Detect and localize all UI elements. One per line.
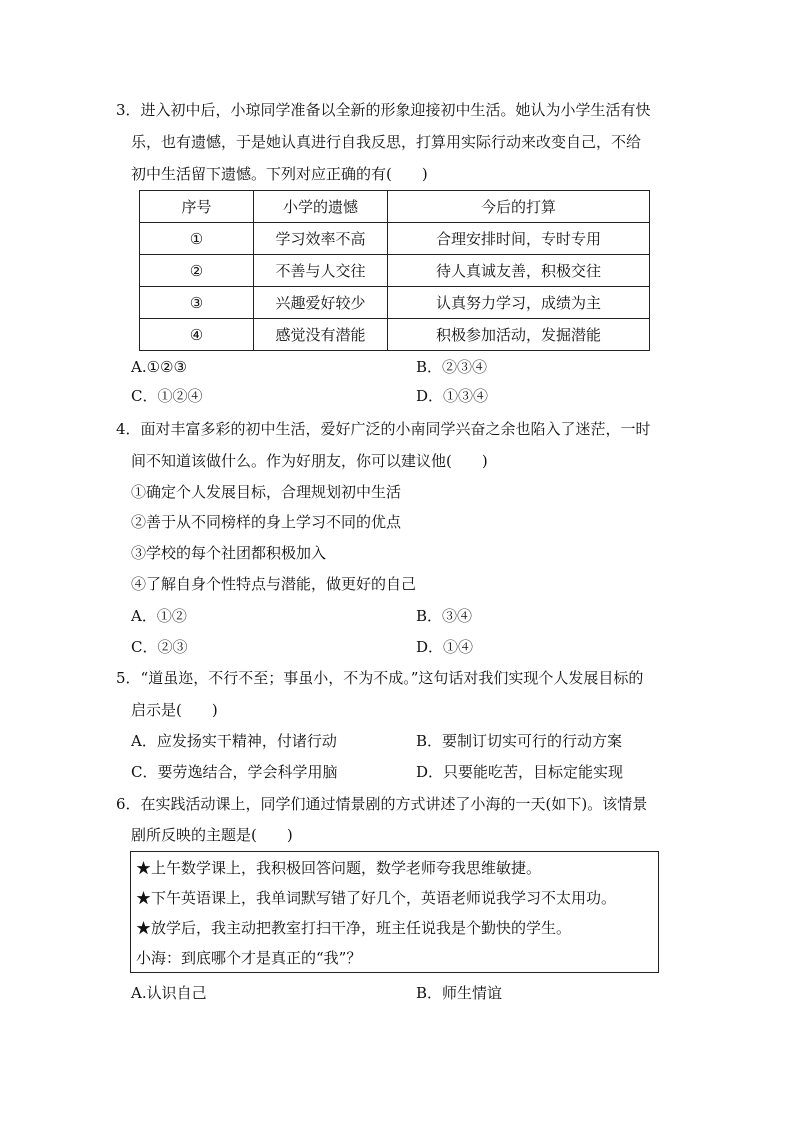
table-header-row [140,191,650,223]
q5-option-a: A．应发扬实干精神，付诸行动 [131,732,337,750]
table-header-cell: 小学的遗憾 [254,191,388,223]
table-cell: ④ [140,319,254,351]
table-cell: 认真努力学习，成绩为主 [388,287,650,319]
table-header-cell: 序号 [140,191,254,223]
q6-stem-line1: 6．在实践活动课上，同学们通过情景剧的方式讲述了小海的一天(如下)。该情景 [116,795,648,813]
q6-scenario-line-1: ★上午数学课上，我积极回答问题，数学老师夸我思维敏捷。 [136,859,542,877]
q3-stem-line3: 初中生活留下遗憾。下列对应正确的有( ) [131,165,428,183]
table-cell: ① [140,223,254,255]
q3-stem-line1: 3．进入初中后，小琼同学准备以全新的形象迎接初中生活。她认为小学生活有快 [116,101,651,119]
table-cell: 兴趣爱好较少 [254,287,388,319]
q6-scenario-line-4: 小海：到底哪个才是真正的“我”？ [136,949,362,967]
q4-item-1: ①确定个人发展目标，合理规划初中生活 [131,483,402,501]
q6-scenario-line-2: ★下午英语课上，我单词默写错了好几个，英语老师说我学习不太用功。 [136,889,617,907]
q4-item-4: ④了解自身个性特点与潜能，做更好的自己 [131,575,417,593]
q4-item-2: ②善于从不同榜样的身上学习不同的优点 [131,513,402,531]
table-row [140,255,650,287]
q3-table [139,190,650,351]
table-row [140,287,650,319]
q4-option-a: A．①② [131,607,187,625]
q3-stem-line2: 乐，也有遗憾，于是她认真进行自我反思，打算用实际行动来改变自己，不给 [131,133,642,151]
q3-option-d: D．①③④ [416,387,489,405]
q5-option-d: D．只要能吃苦，目标定能实现 [416,763,624,781]
q4-stem-line1: 4．面对丰富多彩的初中生活，爱好广泛的小南同学兴奋之余也陷入了迷茫，一时 [116,420,651,438]
table-cell: 感觉没有潜能 [254,319,388,351]
q6-option-b: B．师生情谊 [416,984,503,1002]
q4-option-b: B．③④ [416,607,473,625]
q6-scenario-line-3: ★放学后，我主动把教室打扫干净，班主任说我是个勤快的学生。 [136,919,572,937]
table-header-cell: 今后的打算 [388,191,650,223]
table-cell: 合理安排时间，专时专用 [388,223,650,255]
q4-option-d: D．①④ [416,638,474,656]
table-row [140,319,650,351]
table-cell: 待人真诚友善，积极交往 [388,255,650,287]
table-cell: 积极参加活动，发掘潜能 [388,319,650,351]
q4-stem-line2: 间不知道该做什么。作为好朋友，你可以建议他( ) [131,452,488,470]
q3-option-c: C．①②④ [131,387,203,405]
q6-option-a: A.认识自己 [131,984,207,1002]
q5-stem-line1: 5．“道虽迩，不行不至；事虽小，不为不成。”这句话对我们实现个人发展目标的 [116,669,644,687]
q5-stem-line2: 启示是( ) [131,701,218,719]
q3-option-b: B．②③④ [416,358,488,376]
q4-item-3: ③学校的每个社团都积极加入 [131,544,327,562]
table-cell: 不善与人交往 [254,255,388,287]
q3-option-a: A.①②③ [131,358,187,376]
q4-option-c: C．②③ [131,638,188,656]
q5-option-b: B．要制订切实可行的行动方案 [416,732,623,750]
table-row [140,223,650,255]
q5-option-c: C．要劳逸结合，学会科学用脑 [131,763,338,781]
table-cell: 学习效率不高 [254,223,388,255]
q6-stem-line2: 剧所反映的主题是( ) [131,826,293,844]
table-cell: ② [140,255,254,287]
q6-scenario-box [130,851,659,973]
table-cell: ③ [140,287,254,319]
